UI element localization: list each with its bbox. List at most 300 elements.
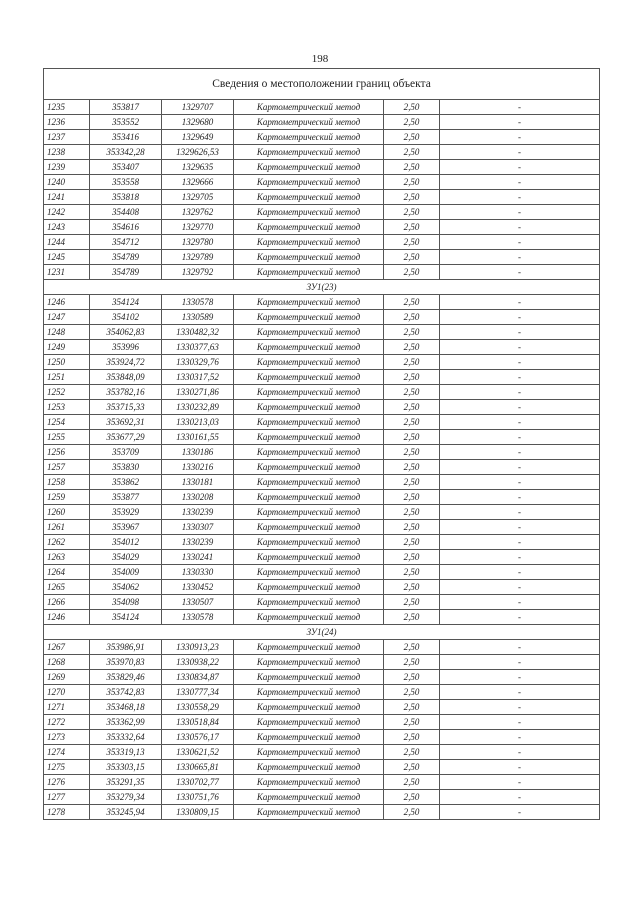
point-number: 1263 — [44, 550, 90, 565]
y-coordinate: 1329762 — [162, 205, 234, 220]
point-number: 1255 — [44, 430, 90, 445]
x-coordinate: 353558 — [90, 175, 162, 190]
accuracy-cell: 2,50 — [384, 535, 440, 550]
point-number: 1251 — [44, 370, 90, 385]
table-row — [44, 490, 600, 505]
x-coordinate: 353303,15 — [90, 760, 162, 775]
method-cell: Картометрический метод — [234, 790, 384, 805]
table-row — [44, 445, 600, 460]
table-row — [44, 205, 600, 220]
y-coordinate: 1329635 — [162, 160, 234, 175]
y-coordinate: 1330507 — [162, 595, 234, 610]
table-row — [44, 580, 600, 595]
description-cell: - — [440, 670, 600, 685]
table-row — [44, 415, 600, 430]
page-number: 198 — [311, 53, 329, 65]
description-cell: - — [440, 415, 600, 430]
boundary-coordinates-table — [43, 68, 600, 820]
x-coordinate: 353677,29 — [90, 430, 162, 445]
table-row — [44, 400, 600, 415]
x-coordinate: 353877 — [90, 490, 162, 505]
point-number: 1244 — [44, 235, 90, 250]
point-number: 1265 — [44, 580, 90, 595]
point-number: 1264 — [44, 565, 90, 580]
accuracy-cell: 2,50 — [384, 115, 440, 130]
x-coordinate: 354062 — [90, 580, 162, 595]
table-row — [44, 610, 600, 625]
x-coordinate: 353362,99 — [90, 715, 162, 730]
y-coordinate: 1330307 — [162, 520, 234, 535]
description-cell: - — [440, 520, 600, 535]
x-coordinate: 354029 — [90, 550, 162, 565]
y-coordinate: 1329780 — [162, 235, 234, 250]
method-cell: Картометрический метод — [234, 520, 384, 535]
y-coordinate: 1330621,52 — [162, 745, 234, 760]
accuracy-cell: 2,50 — [384, 475, 440, 490]
description-cell: - — [440, 760, 600, 775]
table-row — [44, 520, 600, 535]
point-number: 1249 — [44, 340, 90, 355]
description-cell: - — [440, 115, 600, 130]
y-coordinate: 1329666 — [162, 175, 234, 190]
table-row — [44, 745, 600, 760]
method-cell: Картометрический метод — [234, 400, 384, 415]
y-coordinate: 1330518,84 — [162, 715, 234, 730]
accuracy-cell: 2,50 — [384, 715, 440, 730]
table-row — [44, 565, 600, 580]
point-number: 1269 — [44, 670, 90, 685]
point-number: 1268 — [44, 655, 90, 670]
accuracy-cell: 2,50 — [384, 400, 440, 415]
table-row — [44, 220, 600, 235]
point-number: 1273 — [44, 730, 90, 745]
method-cell: Картометрический метод — [234, 760, 384, 775]
table-title: Сведения о местоположении границ объекта — [44, 69, 600, 100]
y-coordinate: 1330777,34 — [162, 685, 234, 700]
point-number: 1276 — [44, 775, 90, 790]
accuracy-cell: 2,50 — [384, 100, 440, 115]
description-cell: - — [440, 685, 600, 700]
description-cell: - — [440, 445, 600, 460]
x-coordinate: 354124 — [90, 295, 162, 310]
description-cell: - — [440, 295, 600, 310]
description-cell: - — [440, 175, 600, 190]
x-coordinate: 353829,46 — [90, 670, 162, 685]
method-cell: Картометрический метод — [234, 115, 384, 130]
y-coordinate: 1329626,53 — [162, 145, 234, 160]
x-coordinate: 354062,83 — [90, 325, 162, 340]
y-coordinate: 1330665,81 — [162, 760, 234, 775]
x-coordinate: 353245,94 — [90, 805, 162, 820]
y-coordinate: 1329680 — [162, 115, 234, 130]
description-cell: - — [440, 640, 600, 655]
description-cell: - — [440, 535, 600, 550]
point-number: 1252 — [44, 385, 90, 400]
table-row — [44, 325, 600, 340]
y-coordinate: 1330578 — [162, 610, 234, 625]
x-coordinate: 354789 — [90, 265, 162, 280]
point-number: 1238 — [44, 145, 90, 160]
x-coordinate: 353782,16 — [90, 385, 162, 400]
y-coordinate: 1329707 — [162, 100, 234, 115]
accuracy-cell: 2,50 — [384, 460, 440, 475]
point-number: 1237 — [44, 130, 90, 145]
point-number: 1254 — [44, 415, 90, 430]
method-cell: Картометрический метод — [234, 160, 384, 175]
y-coordinate: 1330576,17 — [162, 730, 234, 745]
table-row — [44, 670, 600, 685]
description-cell: - — [440, 220, 600, 235]
description-cell: - — [440, 805, 600, 820]
y-coordinate: 1330239 — [162, 505, 234, 520]
section-row — [44, 625, 600, 640]
accuracy-cell: 2,50 — [384, 355, 440, 370]
table-row — [44, 430, 600, 445]
y-coordinate: 1330317,52 — [162, 370, 234, 385]
point-number: 1235 — [44, 100, 90, 115]
accuracy-cell: 2,50 — [384, 175, 440, 190]
method-cell: Картометрический метод — [234, 265, 384, 280]
accuracy-cell: 2,50 — [384, 670, 440, 685]
accuracy-cell: 2,50 — [384, 685, 440, 700]
point-number: 1271 — [44, 700, 90, 715]
x-coordinate: 353692,31 — [90, 415, 162, 430]
table-row — [44, 550, 600, 565]
x-coordinate: 354124 — [90, 610, 162, 625]
method-cell: Картометрический метод — [234, 445, 384, 460]
x-coordinate: 354712 — [90, 235, 162, 250]
method-cell: Картометрический метод — [234, 415, 384, 430]
accuracy-cell: 2,50 — [384, 565, 440, 580]
method-cell: Картометрический метод — [234, 295, 384, 310]
accuracy-cell: 2,50 — [384, 490, 440, 505]
accuracy-cell: 2,50 — [384, 640, 440, 655]
method-cell: Картометрический метод — [234, 310, 384, 325]
description-cell: - — [440, 130, 600, 145]
description-cell: - — [440, 550, 600, 565]
method-cell: Картометрический метод — [234, 250, 384, 265]
description-cell: - — [440, 505, 600, 520]
section-label: ЗУ1(23) — [44, 280, 600, 295]
point-number: 1242 — [44, 205, 90, 220]
description-cell: - — [440, 775, 600, 790]
accuracy-cell: 2,50 — [384, 145, 440, 160]
table-row — [44, 100, 600, 115]
y-coordinate: 1329705 — [162, 190, 234, 205]
description-cell: - — [440, 790, 600, 805]
description-cell: - — [440, 145, 600, 160]
description-cell: - — [440, 745, 600, 760]
table-row — [44, 340, 600, 355]
method-cell: Картометрический метод — [234, 655, 384, 670]
accuracy-cell: 2,50 — [384, 745, 440, 760]
method-cell: Картометрический метод — [234, 205, 384, 220]
accuracy-cell: 2,50 — [384, 205, 440, 220]
method-cell: Картометрический метод — [234, 535, 384, 550]
point-number: 1270 — [44, 685, 90, 700]
point-number: 1266 — [44, 595, 90, 610]
method-cell: Картометрический метод — [234, 805, 384, 820]
y-coordinate: 1330558,29 — [162, 700, 234, 715]
table-row — [44, 250, 600, 265]
description-cell: - — [440, 265, 600, 280]
table-row — [44, 505, 600, 520]
y-coordinate: 1330578 — [162, 295, 234, 310]
method-cell: Картометрический метод — [234, 325, 384, 340]
table-row — [44, 385, 600, 400]
point-number: 1267 — [44, 640, 90, 655]
x-coordinate: 353924,72 — [90, 355, 162, 370]
table-row — [44, 190, 600, 205]
x-coordinate: 353342,28 — [90, 145, 162, 160]
x-coordinate: 353407 — [90, 160, 162, 175]
description-cell: - — [440, 655, 600, 670]
x-coordinate: 353967 — [90, 520, 162, 535]
table-row — [44, 535, 600, 550]
point-number: 1258 — [44, 475, 90, 490]
accuracy-cell: 2,50 — [384, 190, 440, 205]
method-cell: Картометрический метод — [234, 430, 384, 445]
description-cell: - — [440, 325, 600, 340]
accuracy-cell: 2,50 — [384, 580, 440, 595]
method-cell: Картометрический метод — [234, 610, 384, 625]
x-coordinate: 353818 — [90, 190, 162, 205]
point-number: 1261 — [44, 520, 90, 535]
point-number: 1239 — [44, 160, 90, 175]
description-cell: - — [440, 565, 600, 580]
x-coordinate: 353416 — [90, 130, 162, 145]
method-cell: Картометрический метод — [234, 775, 384, 790]
accuracy-cell: 2,50 — [384, 610, 440, 625]
method-cell: Картометрический метод — [234, 355, 384, 370]
accuracy-cell: 2,50 — [384, 445, 440, 460]
method-cell: Картометрический метод — [234, 550, 384, 565]
table-row — [44, 370, 600, 385]
accuracy-cell: 2,50 — [384, 265, 440, 280]
table-row — [44, 235, 600, 250]
x-coordinate: 354102 — [90, 310, 162, 325]
x-coordinate: 353742,83 — [90, 685, 162, 700]
point-number: 1241 — [44, 190, 90, 205]
description-cell: - — [440, 100, 600, 115]
table-row — [44, 295, 600, 310]
table-row — [44, 730, 600, 745]
description-cell: - — [440, 475, 600, 490]
y-coordinate: 1329649 — [162, 130, 234, 145]
method-cell: Картометрический метод — [234, 190, 384, 205]
method-cell: Картометрический метод — [234, 685, 384, 700]
point-number: 1248 — [44, 325, 90, 340]
x-coordinate: 353291,35 — [90, 775, 162, 790]
y-coordinate: 1330834,87 — [162, 670, 234, 685]
y-coordinate: 1330938,22 — [162, 655, 234, 670]
y-coordinate: 1330589 — [162, 310, 234, 325]
y-coordinate: 1330239 — [162, 535, 234, 550]
point-number: 1259 — [44, 490, 90, 505]
point-number: 1256 — [44, 445, 90, 460]
description-cell: - — [440, 385, 600, 400]
x-coordinate: 353715,33 — [90, 400, 162, 415]
method-cell: Картометрический метод — [234, 565, 384, 580]
method-cell: Картометрический метод — [234, 745, 384, 760]
x-coordinate: 353468,18 — [90, 700, 162, 715]
point-number: 1274 — [44, 745, 90, 760]
point-number: 1275 — [44, 760, 90, 775]
point-number: 1260 — [44, 505, 90, 520]
x-coordinate: 353862 — [90, 475, 162, 490]
accuracy-cell: 2,50 — [384, 775, 440, 790]
description-cell: - — [440, 580, 600, 595]
method-cell: Картометрический метод — [234, 490, 384, 505]
point-number: 1231 — [44, 265, 90, 280]
table-row — [44, 115, 600, 130]
point-number: 1245 — [44, 250, 90, 265]
x-coordinate: 353986,91 — [90, 640, 162, 655]
table-row — [44, 685, 600, 700]
table-row — [44, 475, 600, 490]
accuracy-cell: 2,50 — [384, 370, 440, 385]
description-cell: - — [440, 340, 600, 355]
accuracy-cell: 2,50 — [384, 505, 440, 520]
accuracy-cell: 2,50 — [384, 415, 440, 430]
y-coordinate: 1330232,89 — [162, 400, 234, 415]
y-coordinate: 1330208 — [162, 490, 234, 505]
method-cell: Картометрический метод — [234, 130, 384, 145]
table-row — [44, 460, 600, 475]
method-cell: Картометрический метод — [234, 715, 384, 730]
x-coordinate: 353848,09 — [90, 370, 162, 385]
method-cell: Картометрический метод — [234, 640, 384, 655]
accuracy-cell: 2,50 — [384, 520, 440, 535]
table-row — [44, 175, 600, 190]
method-cell: Картометрический метод — [234, 595, 384, 610]
x-coordinate: 353929 — [90, 505, 162, 520]
y-coordinate: 1330809,15 — [162, 805, 234, 820]
y-coordinate: 1330702,77 — [162, 775, 234, 790]
accuracy-cell: 2,50 — [384, 220, 440, 235]
point-number: 1247 — [44, 310, 90, 325]
accuracy-cell: 2,50 — [384, 655, 440, 670]
accuracy-cell: 2,50 — [384, 295, 440, 310]
point-number: 1236 — [44, 115, 90, 130]
table-row — [44, 310, 600, 325]
point-number: 1262 — [44, 535, 90, 550]
y-coordinate: 1330213,03 — [162, 415, 234, 430]
accuracy-cell: 2,50 — [384, 760, 440, 775]
description-cell: - — [440, 190, 600, 205]
accuracy-cell: 2,50 — [384, 730, 440, 745]
x-coordinate: 354789 — [90, 250, 162, 265]
table-row — [44, 160, 600, 175]
accuracy-cell: 2,50 — [384, 250, 440, 265]
method-cell: Картометрический метод — [234, 370, 384, 385]
method-cell: Картометрический метод — [234, 475, 384, 490]
point-number: 1240 — [44, 175, 90, 190]
table-row — [44, 790, 600, 805]
section-label: ЗУ1(24) — [44, 625, 600, 640]
x-coordinate: 354408 — [90, 205, 162, 220]
x-coordinate: 353319,13 — [90, 745, 162, 760]
y-coordinate: 1330751,76 — [162, 790, 234, 805]
table-row — [44, 130, 600, 145]
point-number: 1250 — [44, 355, 90, 370]
description-cell: - — [440, 700, 600, 715]
method-cell: Картометрический метод — [234, 145, 384, 160]
y-coordinate: 1330452 — [162, 580, 234, 595]
accuracy-cell: 2,50 — [384, 325, 440, 340]
x-coordinate: 353332,64 — [90, 730, 162, 745]
accuracy-cell: 2,50 — [384, 430, 440, 445]
table-title-row — [44, 69, 600, 100]
point-number: 1257 — [44, 460, 90, 475]
description-cell: - — [440, 355, 600, 370]
y-coordinate: 1330482,32 — [162, 325, 234, 340]
description-cell: - — [440, 400, 600, 415]
point-number: 1253 — [44, 400, 90, 415]
method-cell: Картометрический метод — [234, 175, 384, 190]
accuracy-cell: 2,50 — [384, 310, 440, 325]
table-row — [44, 355, 600, 370]
description-cell: - — [440, 205, 600, 220]
method-cell: Картометрический метод — [234, 340, 384, 355]
method-cell: Картометрический метод — [234, 505, 384, 520]
point-number: 1246 — [44, 610, 90, 625]
description-cell: - — [440, 460, 600, 475]
x-coordinate: 353830 — [90, 460, 162, 475]
y-coordinate: 1330181 — [162, 475, 234, 490]
x-coordinate: 354616 — [90, 220, 162, 235]
accuracy-cell: 2,50 — [384, 130, 440, 145]
method-cell: Картометрический метод — [234, 700, 384, 715]
method-cell: Картометрический метод — [234, 220, 384, 235]
description-cell: - — [440, 715, 600, 730]
accuracy-cell: 2,50 — [384, 340, 440, 355]
point-number: 1272 — [44, 715, 90, 730]
y-coordinate: 1330186 — [162, 445, 234, 460]
table-row — [44, 715, 600, 730]
accuracy-cell: 2,50 — [384, 385, 440, 400]
accuracy-cell: 2,50 — [384, 805, 440, 820]
y-coordinate: 1329792 — [162, 265, 234, 280]
method-cell: Картометрический метод — [234, 385, 384, 400]
table-row — [44, 640, 600, 655]
table-row — [44, 775, 600, 790]
y-coordinate: 1330377,63 — [162, 340, 234, 355]
description-cell: - — [440, 160, 600, 175]
accuracy-cell: 2,50 — [384, 700, 440, 715]
y-coordinate: 1330216 — [162, 460, 234, 475]
y-coordinate: 1330161,55 — [162, 430, 234, 445]
description-cell: - — [440, 595, 600, 610]
x-coordinate: 353279,34 — [90, 790, 162, 805]
description-cell: - — [440, 490, 600, 505]
method-cell: Картометрический метод — [234, 670, 384, 685]
y-coordinate: 1330241 — [162, 550, 234, 565]
table-row — [44, 655, 600, 670]
point-number: 1246 — [44, 295, 90, 310]
description-cell: - — [440, 310, 600, 325]
table-row — [44, 145, 600, 160]
accuracy-cell: 2,50 — [384, 790, 440, 805]
x-coordinate: 353970,83 — [90, 655, 162, 670]
table-row — [44, 805, 600, 820]
description-cell: - — [440, 430, 600, 445]
description-cell: - — [440, 235, 600, 250]
method-cell: Картометрический метод — [234, 235, 384, 250]
description-cell: - — [440, 370, 600, 385]
x-coordinate: 353709 — [90, 445, 162, 460]
method-cell: Картометрический метод — [234, 730, 384, 745]
